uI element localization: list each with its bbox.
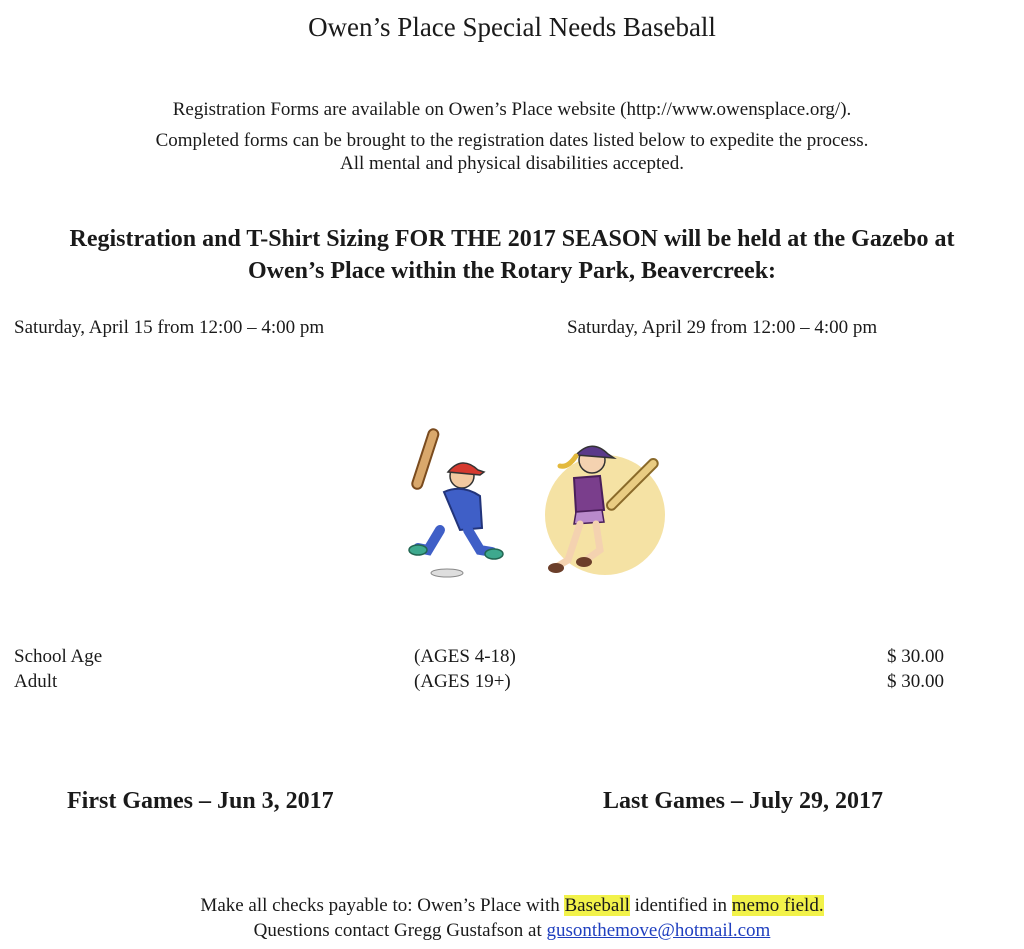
registration-date-1: Saturday, April 15 from 12:00 – 4:00 pm: [14, 317, 325, 338]
highlight-baseball: Baseball: [564, 895, 630, 916]
checks-middle: identified in: [629, 895, 732, 916]
pricing-category-adult: Adult: [14, 671, 58, 692]
contact-note: [0, 920, 1024, 942]
pricing-ages-adult: (AGES 19+): [414, 671, 511, 692]
first-games-date: First Games – Jun 3, 2017: [67, 788, 334, 814]
checks-prefix: Make all checks payable to: Owen’s Place with: [200, 895, 565, 916]
baseball-players-illustration: [400, 410, 670, 585]
pricing-price-adult: $ 30.00: [887, 671, 944, 692]
page-title: Owen’s Place Special Needs Baseball: [308, 12, 716, 42]
checks-note: [0, 895, 1024, 917]
pricing-category-school-age: School Age: [14, 646, 103, 667]
info-line-completed: Completed forms can be brought to the registration dates listed below to expedite the process.: [155, 130, 869, 151]
registration-date-2: Saturday, April 29 from 12:00 – 4:00 pm: [567, 317, 878, 338]
contact-prefix: Questions contact Gregg Gustafson at: [253, 920, 547, 941]
last-games-date: Last Games – July 29, 2017: [603, 788, 884, 814]
info-line-forms: Registration Forms are available on Owen’s Place website (http://www.owensplace.org/).: [172, 99, 852, 120]
info-line-disabilities: All mental and physical disabilities accepted.: [339, 153, 684, 174]
boy-batter-icon: [409, 428, 503, 577]
contact-email-link[interactable]: gusonthemove@hotmail.com: [546, 920, 771, 941]
pricing-price-school-age: $ 30.00: [887, 646, 944, 667]
registration-heading-line1: Registration and T-Shirt Sizing FOR THE 2017 SEASON will be held at the Gazebo at: [69, 226, 955, 252]
highlight-memo-field: memo field.: [731, 895, 824, 916]
pricing-ages-school-age: (AGES 4-18): [414, 646, 516, 667]
registration-heading-line2: Owen’s Place within the Rotary Park, Beavercreek:: [247, 258, 777, 284]
girl-batter-icon: [545, 446, 665, 575]
